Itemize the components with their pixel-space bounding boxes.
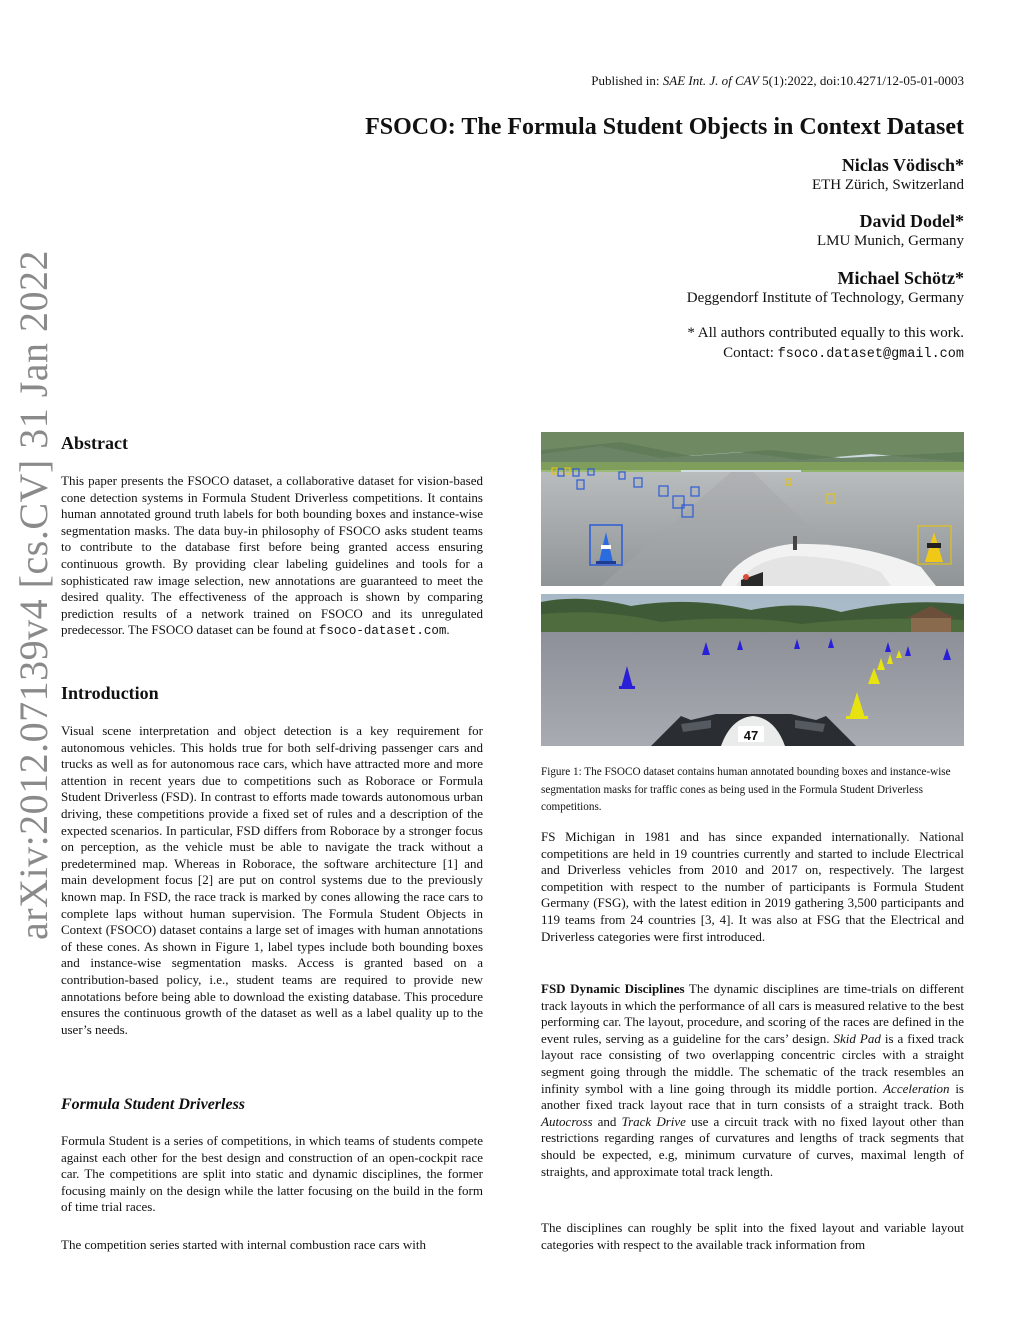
- fsd-paragraph: The competition series started with internal combustion race cars with: [61, 1237, 426, 1252]
- car-number: 47: [743, 728, 759, 743]
- figure-segmentation-photo: [541, 594, 964, 746]
- figure-bbox-photo: [541, 432, 964, 586]
- journal-name: SAE Int. J. of CAV: [662, 73, 759, 88]
- figure-caption: Figure 1: The FSOCO dataset contains human annotated bounding boxes and instance-wise segmentation masks for traffic cones as being used in the Formula Student Driverless competitions.: [541, 766, 951, 813]
- introduction-heading: Introduction: [61, 683, 159, 703]
- contact-email[interactable]: fsoco.dataset@gmail.com: [777, 347, 964, 362]
- history-paragraph: FS Michigan in 1981 and has since expanded internationally. National competitions are held in 19 countries currently and started to include Electrical and Driverless vehicles from 2010 and 2017 on, respectively. The largest competition with respect to the number of participants is Formula Student Germany (FSG), with the latest edition in 2019 gathering 3,500 participants and 119 teams from 24 countries [3, 4]. It was also at FSG that the Electrical and Driverless categories were first introduced.: [541, 829, 964, 944]
- dynamic-disciplines-paragraph: FSD Dynamic Disciplines The dynamic disciplines are time-trials on different track layouts in which the performance of all cars is measured relative to the best performing car. The layout, procedure, and scoring of the races are defined in the event rules, serving as a guideline for the cars’ design. Skid Pad is a fixed track layout race consisting of two overlapping concentric circles with a straight segment going through the middle. The schematic of the track resembles an infinity symbol with a line going through its middle portion. Acceleration is another fixed track layout race that in turn consists of a straight track. Both Autocross and Track Drive use a circuit track with no fixed layout other than restrictions regarding ranges of curvatures and lengths of track segments that should be expected, e.g, minimum curvature of curves, maximal length of straights, and approximate total track length.: [541, 981, 964, 1179]
- introduction-body: Visual scene interpretation and object detection is a key requirement for autonomous vehicles. This holds true for both self-driving passenger cars and trucks as well as for autonomous race cars, which have attracted more and more attention in recent years due to competitions such as Roborace or Formula Student Driverless (FSD). In contrast to efforts made towards autonomous urban driving, these competitions provide a fixed set of rules and a description of the expected scenarios. In particular, FSD differs from Roborace by a stronger focus on perception, as the vehicle must be able to navigate the track without a predetermined map. Whereas in Roborace, the software architecture [1] and main development focus [2] are put on control systems due to the previously known map. In FSD, the race track is marked by cones allowing the race cars to complete laps without human supervision. The Formula Student Objects in Context (FSOCO) dataset contains a large set of images with human annotations of these cones. As shown in Figure 1, label types include both bounding boxes and instance-wise segmentation masks. Access is granted based on a contribution-based policy, i.e., student teams are required to provide new annotations before being able to download the existing database. This procedure ensures the continuous growth of the dataset as well as a label quality up to the user’s needs.: [61, 723, 483, 1037]
- paper-title: FSOCO: The Formula Student Objects in Context Dataset: [365, 114, 964, 140]
- abstract-body: This paper presents the FSOCO dataset, a collaborative dataset for vision-based cone detection systems in Formula Student Driverless competitions. It contains human annotated ground truth labels for both bounding boxes and instance-wise segmentation masks. The data buy-in philosophy of FSOCO asks student teams to contribute to the database first before being granted access ensuring continuous growth. By providing clear labeling guidelines and tools for a sophisticated raw image selection, new annotations are guaranteed to meet the desired quality. The effectiveness of the approach is shown by comparing prediction results of a network trained on FSOCO and its unregulated predecessor. The FSOCO dataset can be found at fsoco-dataset.com.: [61, 473, 483, 639]
- disciplines-split-paragraph: The disciplines can roughly be split into the fixed layout and variable layout categories with respect to the available track information from: [541, 1220, 964, 1252]
- bbox-scene: [541, 432, 964, 586]
- author-name: Niclas Vödisch*: [841, 155, 964, 175]
- author-affiliation: Deggendorf Institute of Technology, Germany: [686, 290, 964, 306]
- dataset-url[interactable]: fsoco-dataset.com: [318, 624, 447, 639]
- contact-line: Contact: fsoco.dataset@gmail.com: [723, 345, 964, 362]
- publication-info: Published in: SAE Int. J. of CAV 5(1):2022, doi:10.4271/12-05-01-0003: [591, 73, 964, 88]
- fsd-paragraph: Formula Student is a series of competitions, in which teams of students compete against each other for the best design and construction of an open-cockpit race car. The competitions are split into static and dynamic disciplines, the former focusing mainly on the design while the latter focusing on the build in the form of time trial races.: [61, 1133, 483, 1215]
- segmentation-scene: [541, 594, 964, 746]
- equal-contribution-note: * All authors contributed equally to this work.: [687, 325, 964, 341]
- abstract-heading: Abstract: [61, 433, 128, 453]
- author-affiliation: ETH Zürich, Switzerland: [811, 177, 964, 193]
- fsd-heading: Formula Student Driverless: [61, 1096, 246, 1113]
- author-name: David Dodel*: [859, 211, 964, 231]
- author-name: Michael Schötz*: [837, 268, 964, 288]
- author-affiliation: LMU Munich, Germany: [816, 233, 964, 249]
- arxiv-stamp: arXiv:2012.07139v4 [cs.CV] 31 Jan 2022: [11, 249, 56, 940]
- dynamic-disciplines-label: FSD Dynamic Disciplines: [541, 981, 685, 996]
